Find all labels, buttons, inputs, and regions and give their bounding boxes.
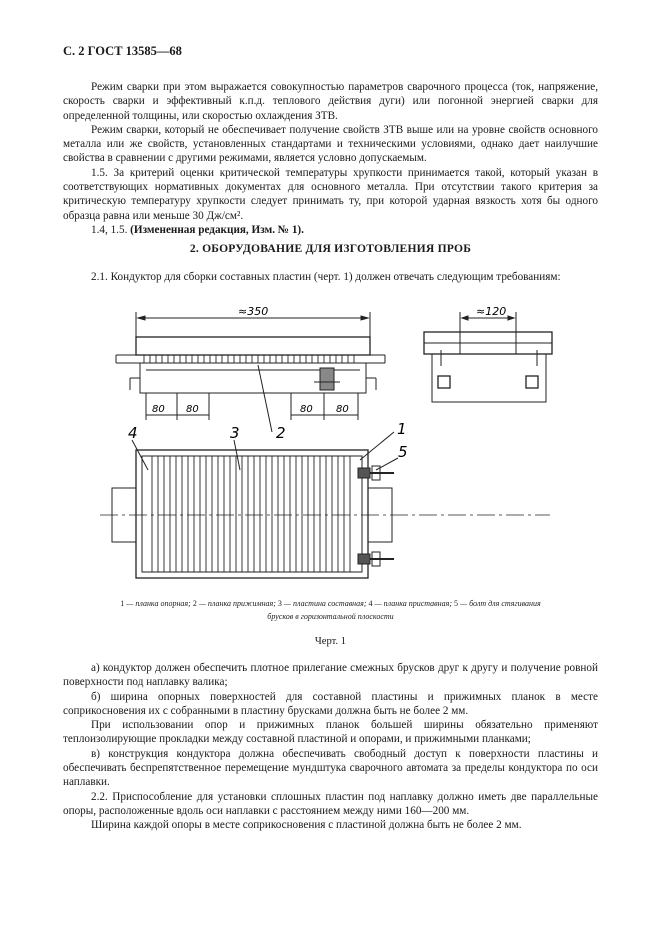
- figure-caption: [63, 598, 598, 623]
- callout-4: 4: [128, 424, 138, 442]
- caption-num: 3: [277, 599, 282, 608]
- caption-text: — планка опорная;: [124, 599, 193, 608]
- paragraph: Ширина каждой опоры в месте соприкосновения с пластиной должна быть не более 2 мм.: [91, 819, 522, 832]
- callout-1: 1: [397, 420, 407, 438]
- paragraph: 2.2. Приспособление для установки сплошных пластин под наплавку должно иметь две параллельные опоры, расположенные вдоль оси наплавки с расстоянием между ними 160—200 мм.: [63, 790, 598, 817]
- section-title: 2. ОБОРУДОВАНИЕ ДЛЯ ИЗГОТОВЛЕНИЯ ПРОБ: [189, 242, 472, 255]
- dim-80-label: 80: [300, 404, 313, 415]
- paragraph: Режим сварки при этом выражается совокупностью параметров сварочного процесса (ток, напряжение, скорость сварки и эффективный к.п.д. теплового действия дуги) или погонной энергией сварки для определенной толщины, или скоростью охлаждения ЗТВ.: [63, 81, 598, 122]
- caption-line2: брусков в горизонтальной плоскости: [267, 611, 394, 621]
- bottom-text-block: [63, 661, 598, 833]
- dim-80-label: 80: [186, 404, 199, 415]
- paragraph: б) ширина опорных поверхностей для составной пластины и прижимных планок в месте соприкосновения их с собранными в пластину брусками должна быть не более 2 мм.: [63, 690, 598, 717]
- amendment-text: (Измененная редакция, Изм. № 1).: [130, 223, 304, 236]
- paragraph: а) кондуктор должен обеспечить плотное прилегание смежных брусков друг к другу и получение ровной поверхности под наплавку валика;: [63, 662, 598, 689]
- caption-text: — пластина составная;: [281, 599, 369, 608]
- amendment-prefix: 1.4, 1.5.: [91, 223, 128, 236]
- callout-5: 5: [398, 443, 408, 461]
- caption-num: 5: [454, 599, 458, 608]
- paragraph: 1.5. За критерий оценки критической температуры хрупкости принимается такой, который указан в соответствующих нормативных документах для основного металла. При отсутствии такого критерия за критическую температуру хрупкости следует принимать ту, при которой ударная вязкость хотя бы одного образца равна или меньше 30 Дж/см².: [63, 166, 598, 222]
- dim-80-label: 80: [336, 404, 349, 415]
- callout-3: 3: [230, 424, 240, 442]
- page-header: С. 2 ГОСТ 13585—68: [63, 44, 182, 58]
- paragraph: Режим сварки, который не обеспечивает получение свойств ЗТВ выше или на уровне свойств основного металла или же свойств, установленных стандартами и техническими условиями, однако дает наилучшие свойства в сравнении с другими режимами, является условно допускаемым.: [63, 123, 598, 165]
- dim-80-label: 80: [152, 404, 165, 415]
- figure-label: Черт. 1: [314, 636, 347, 647]
- caption-text: — планка приставная;: [372, 599, 454, 608]
- caption-num: 2: [192, 599, 197, 608]
- caption-num: 4: [368, 599, 373, 608]
- paragraph: в) конструкция кондуктора должна обеспечивать свободный доступ к поверхности пластины и обеспечивать беспрепятственное перемещение мундштука сварочного автомата за пределы кондуктора по оси наплавки.: [63, 747, 598, 789]
- paragraph: При использовании опор и прижимных планок большей ширины обязательно применяют теплоизолирующие прокладки между составной пластиной и опорами, и прижимными планками;: [63, 719, 598, 746]
- caption-text: — планка прижимная;: [196, 599, 278, 608]
- caption-num: 1: [120, 599, 125, 608]
- dim-120-label: ≈120: [476, 305, 507, 318]
- caption-text: — болт для стягивания: [458, 599, 541, 608]
- end-view: [424, 312, 552, 402]
- paragraph: 2.1. Кондуктор для сборки составных пластин (черт. 1) должен отвечать следующим требованиям:: [91, 271, 561, 283]
- dim-350-label: ≈350: [238, 305, 269, 318]
- callout-2: 2: [276, 424, 286, 442]
- plan-view: [100, 432, 550, 578]
